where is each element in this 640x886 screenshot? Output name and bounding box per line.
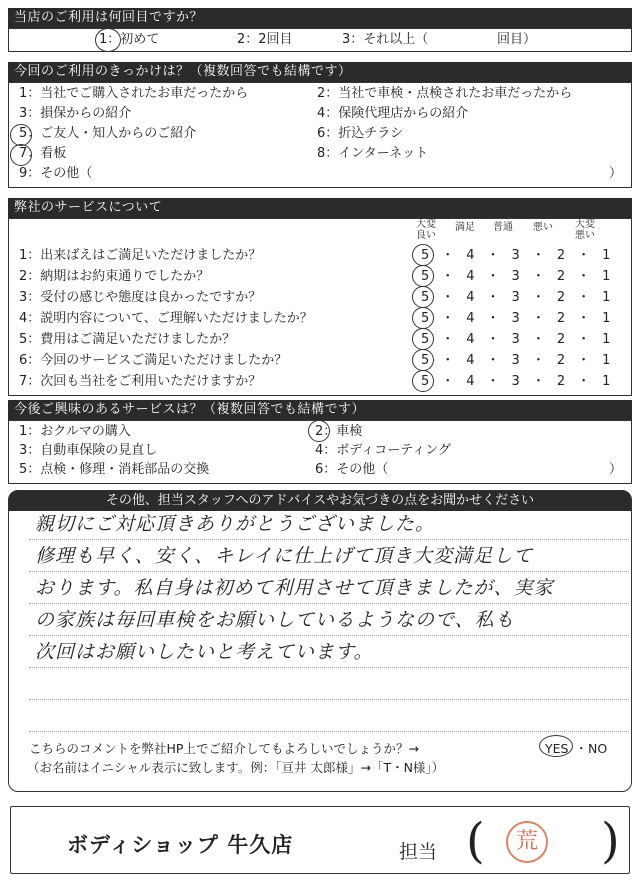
- q1-option-1[interactable]: 1：初めて: [99, 32, 160, 47]
- q4-close-paren: ）: [609, 462, 623, 477]
- shop-name: ボディショップ 牛久店: [67, 833, 294, 857]
- q4-header: 今後ご興味のあるサービスは？（複数回答でも結構です）: [8, 400, 632, 420]
- ruled-line: [29, 667, 629, 668]
- q2-option-6[interactable]: 6：折込チラシ: [317, 126, 404, 141]
- scale-label-3: 普通: [493, 222, 513, 233]
- q4-option-1[interactable]: 1：おクルマの購入: [19, 424, 131, 439]
- q2-header: 今回のご利用のきっかけは？（複数回答でも結構です）: [8, 62, 632, 82]
- q3-rating-6[interactable]: 5・4・3・2・1: [421, 353, 623, 368]
- comment-line-5: 次回はお願いしたいと考えています。: [35, 641, 374, 663]
- consent-yes-circle: [539, 735, 573, 757]
- staff-paren-close: ): [601, 813, 620, 869]
- q2-option-8[interactable]: 8：インターネット: [317, 146, 429, 161]
- ruled-line: [29, 539, 629, 540]
- rating-circle-4: [412, 307, 434, 329]
- q3-item-6: 6：今回のサービスご満足いただけましたか？: [19, 353, 288, 368]
- ruled-line: [29, 603, 629, 604]
- shop-footer: [10, 806, 630, 874]
- comment-line-1: 親切にご対応頂きありがとうございました。: [35, 513, 436, 535]
- rating-circle-1: [412, 244, 434, 266]
- q3-item-1: 1：出来ばえはご満足いただけましたか？: [19, 248, 262, 263]
- q3-rating-3[interactable]: 5・4・3・2・1: [421, 290, 623, 305]
- q4-option-2[interactable]: 2：車検: [315, 424, 363, 439]
- rating-circle-2: [412, 265, 434, 287]
- rating-circle-7: [412, 370, 434, 392]
- comment-header: その他、担当スタッフへのアドバイスやお気づきの点をお聞かせください: [9, 491, 631, 511]
- q4-option-4[interactable]: 4：ボディコーティング: [315, 443, 451, 458]
- q2-option-3[interactable]: 3：損保からの紹介: [19, 106, 132, 121]
- rating-circle-3: [412, 286, 434, 308]
- comment-line-2: 修理も早く、安く、キレイに仕上げて頂き大変満足して: [35, 545, 534, 567]
- q1-option-3-suffix: 回目）: [497, 32, 537, 47]
- q2-option-5[interactable]: 5：ご友人・知人からのご紹介: [19, 126, 197, 141]
- consent-sep: ・: [575, 741, 588, 756]
- comment-line-3: おります。私自身は初めて利用させて頂きましたが、実家: [35, 577, 554, 599]
- ruled-line: [29, 571, 629, 572]
- rating-circle-6: [412, 349, 434, 371]
- q2-selection-circle-7: [10, 144, 32, 166]
- q3-rating-2[interactable]: 5・4・3・2・1: [421, 269, 623, 284]
- q1-selection-circle: [95, 28, 121, 52]
- ruled-line: [29, 731, 629, 732]
- q3-box: [8, 218, 632, 396]
- comment-line-4: の家族は毎回車検をお願いしているようなので、私も: [35, 609, 515, 631]
- q3-item-4: 4：説明内容について、ご理解いただけましたか？: [19, 311, 313, 326]
- staff-paren-open: (: [466, 813, 485, 869]
- q3-item-5: 5：費用はご満足いただけましたか？: [19, 332, 236, 347]
- q2-box: [8, 82, 632, 188]
- q3-rating-4[interactable]: 5・4・3・2・1: [421, 311, 623, 326]
- q2-option-7[interactable]: 7：看板: [19, 146, 67, 161]
- q3-rating-7[interactable]: 5・4・3・2・1: [421, 374, 623, 389]
- q1-option-2[interactable]: 2：2回目: [237, 32, 293, 47]
- q3-item-3: 3：受付の感じや態度は良かったですか？: [19, 290, 262, 305]
- q4-option-6[interactable]: 6：その他（: [315, 462, 389, 477]
- q3-rating-5[interactable]: 5・4・3・2・1: [421, 332, 623, 347]
- q2-selection-circle-5: [10, 124, 32, 146]
- q4-selection-circle-2: [308, 420, 330, 442]
- ruled-line: [29, 699, 629, 700]
- scale-label-5: 大変良い: [416, 219, 436, 241]
- q2-option-9[interactable]: 9：その他（: [19, 166, 93, 181]
- hp-consent-question: こちらのコメントを弊社HP上でご紹介してもよろしいでしょうか？→: [29, 741, 419, 756]
- q4-option-5[interactable]: 5：点検・修理・消耗部品の交換: [19, 462, 210, 477]
- q3-item-7: 7：次回も当社をご利用いただけますか？: [19, 374, 262, 389]
- scale-label-2: 悪い: [533, 222, 553, 233]
- q4-option-3[interactable]: 3：自動車保険の見直し: [19, 443, 158, 458]
- rating-circle-5: [412, 328, 434, 350]
- consent-yes[interactable]: YES: [545, 741, 569, 756]
- q3-header: 弊社のサービスについて: [8, 198, 632, 218]
- q2-option-4[interactable]: 4：保険代理店からの紹介: [317, 106, 469, 121]
- staff-label: 担当: [399, 841, 438, 863]
- q2-option-2[interactable]: 2：当社で車検・点検されたお車だったから: [317, 86, 573, 101]
- initials-note: （お名前はイニシャル表示に致します。例：「亘井 太郎様」→「T・N様」）: [27, 760, 445, 775]
- q2-close-paren: ）: [609, 166, 623, 181]
- q2-option-1[interactable]: 1：当社でご購入されたお車だったから: [19, 86, 249, 101]
- q1-header: 当店のご利用は何回目ですか？: [8, 8, 632, 28]
- consent-no[interactable]: NO: [588, 741, 608, 756]
- q3-rating-1[interactable]: 5・4・3・2・1: [421, 248, 623, 263]
- scale-label-1: 大変悪い: [575, 219, 595, 241]
- ruled-line: [29, 635, 629, 636]
- q1-option-3[interactable]: 3：それ以上（: [342, 32, 429, 47]
- staff-seal-icon: 荒: [506, 821, 548, 863]
- scale-label-4: 満足: [455, 222, 475, 233]
- q3-item-2: 2：納期はお約束通りでしたか？: [19, 269, 210, 284]
